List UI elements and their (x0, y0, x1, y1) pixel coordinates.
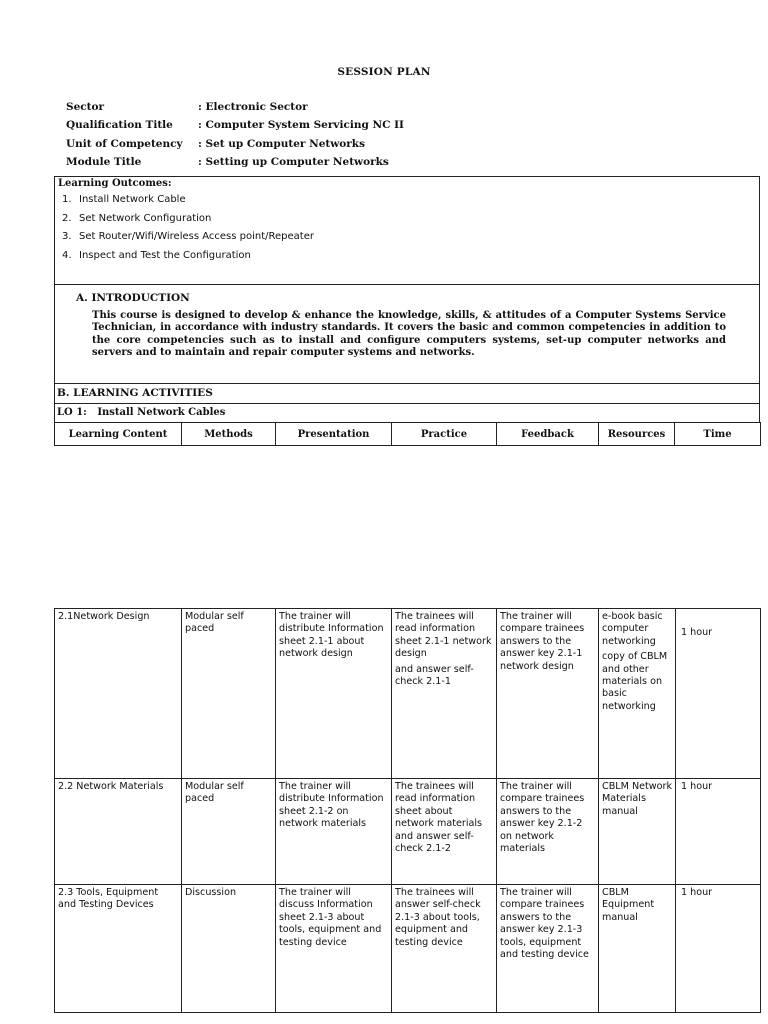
methods-cell: Modular self paced (182, 609, 276, 779)
presentation-cell: The trainer will distribute Information sheet 2.1-2 on network materials (276, 779, 392, 885)
learning-content-cell: 2.1Network Design (55, 609, 182, 779)
time-cell: 1 hour (676, 885, 761, 1013)
list-item: 4. Inspect and Test the Configuration (62, 249, 251, 261)
introduction-body: This course is designed to develop & enhance the knowledge, skills, & attitudes of a Computer Systems Service Technician, in accordance with industry standards. It covers the basic and common competencies in addition to the core competencies such as to install and configure computers systems, set-up computer networks and servers and to maintain and repair computer systems and networks. (92, 310, 726, 359)
learning-content-cell: 2.3 Tools, Equipment and Testing Devices (55, 885, 182, 1013)
resource-text: e-book basic computer networking (602, 611, 663, 647)
introduction-title: A. INTRODUCTION (76, 292, 190, 304)
column-header: Practice (392, 423, 497, 446)
resources-cell (599, 885, 676, 1013)
meta-value: : Electronic Sector (198, 101, 308, 113)
learning-activities-title: B. LEARNING ACTIVITIES (57, 387, 213, 399)
resource-text: CBLM Equipment manual (602, 887, 655, 923)
practice-cell (392, 609, 497, 779)
meta-label: Module Title (66, 155, 142, 168)
column-header: Presentation (276, 423, 392, 446)
column-header: Methods (182, 423, 276, 446)
practice-text: The trainees will read information sheet 2.1-1 network design (395, 611, 492, 660)
meta-value: : Computer System Servicing NC II (198, 119, 404, 132)
activities-table (54, 608, 761, 1013)
time-cell: 1 hour (676, 609, 761, 779)
table-row (55, 885, 761, 1013)
table-row (55, 609, 761, 779)
activities-header-table (54, 422, 761, 446)
divider (54, 284, 760, 285)
presentation-cell: The trainer will distribute Information sheet 2.1-1 about network design (276, 609, 392, 779)
column-header: Time (675, 423, 761, 446)
column-header: Feedback (497, 423, 599, 446)
learning-outcomes-list (62, 194, 314, 268)
table-header-row (55, 423, 761, 446)
resources-cell (599, 779, 676, 885)
page-title: SESSION PLAN (337, 66, 431, 78)
practice-text: The trainees will answer self-check 2.1-3 about tools, equipment and testing device (395, 887, 481, 948)
meta-label: Unit of Competency (66, 137, 183, 150)
time-cell: 1 hour (676, 779, 761, 885)
meta-label: Sector (66, 101, 105, 113)
presentation-cell: The trainer will discuss Information sheet 2.1-3 about tools, equipment and testing device (276, 885, 392, 1013)
meta-value: : Setting up Computer Networks (198, 155, 389, 168)
feedback-cell: The trainer will compare trainees answers to the answer key 2.1-3 tools, equipment and testing device (497, 885, 599, 1013)
practice-cell (392, 779, 497, 885)
feedback-cell: The trainer will compare trainees answers to the answer key 2.1-1 network design (497, 609, 599, 779)
list-item: 3. Set Router/Wifi/Wireless Access point/Repeater (62, 231, 314, 243)
methods-cell: Discussion (182, 885, 276, 1013)
column-header: Learning Content (55, 423, 182, 446)
meta-label: Qualification Title (66, 119, 173, 132)
resource-text: copy of CBLM and other materials on basic networking (602, 651, 668, 712)
resource-text: CBLM Network Materials manual (602, 781, 673, 817)
learning-outcomes-title: Learning Outcomes: (58, 178, 172, 189)
methods-cell: Modular self paced (182, 779, 276, 885)
meta-value: : Set up Computer Networks (198, 137, 365, 150)
divider (54, 403, 760, 404)
practice-cell (392, 885, 497, 1013)
table-row (55, 779, 761, 885)
practice-text: and answer self-check 2.1-1 (395, 663, 474, 688)
list-item: 1. Install Network Cable (62, 194, 186, 205)
learning-content-cell: 2.2 Network Materials (55, 779, 182, 885)
column-header: Resources (599, 423, 675, 446)
practice-text: The trainees will read information sheet about network materials and answer self-check 2.1-2 (395, 781, 483, 855)
feedback-cell: The trainer will compare trainees answers to the answer key 2.1-2 on network materials (497, 779, 599, 885)
list-item: 2. Set Network Configuration (62, 212, 212, 224)
resources-cell (599, 609, 676, 779)
divider (54, 383, 760, 384)
lo1-title: LO 1: Install Network Cables (57, 407, 226, 418)
